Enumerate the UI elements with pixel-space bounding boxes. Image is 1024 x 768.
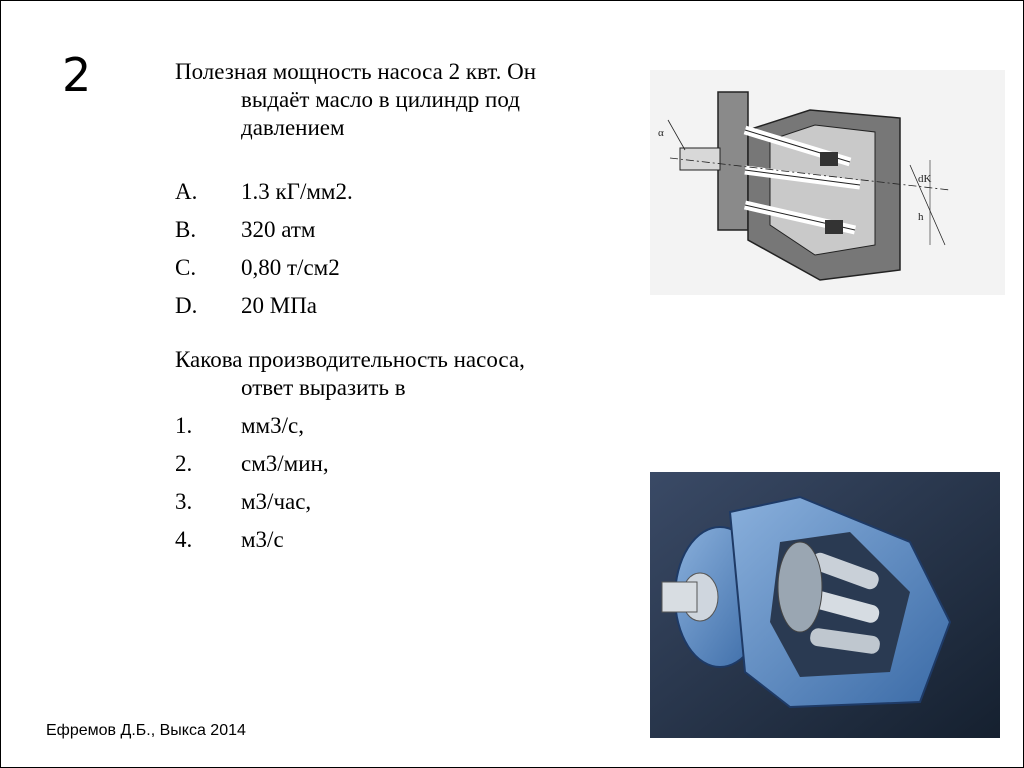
unit-marker: 3. (175, 489, 193, 514)
unit-options (175, 412, 635, 554)
option-b (175, 216, 635, 244)
option-text: 0,80 т/см2 (241, 255, 340, 280)
question-2 (175, 346, 635, 402)
question-1-line-1: Полезная мощность насоса 2 квт. Он (175, 59, 537, 84)
option-marker: A. (175, 179, 198, 204)
pump-section-diagram (650, 70, 1005, 295)
unit-marker: 1. (175, 413, 193, 438)
h-label: h (918, 211, 924, 223)
question-1-line-3: давлением (241, 115, 345, 140)
dk-label: dK (918, 173, 932, 185)
unit-text: см3/мин, (241, 451, 329, 476)
unit-3 (175, 488, 635, 516)
option-text: 1.3 кГ/мм2. (241, 179, 353, 204)
option-c (175, 254, 635, 282)
unit-text: м3/час, (241, 489, 312, 514)
option-marker: B. (175, 217, 197, 242)
unit-marker: 2. (175, 451, 193, 476)
slide-body (175, 58, 635, 554)
unit-text: м3/с (241, 527, 284, 552)
question-2-line-2: ответ выразить в (241, 375, 406, 400)
option-a (175, 178, 635, 206)
question-1 (175, 58, 635, 142)
option-text: 20 МПа (241, 293, 318, 318)
question-1-line-2: выдаёт масло в цилиндр под (241, 87, 520, 112)
slide-number: 2 (62, 48, 92, 102)
option-d (175, 292, 635, 320)
unit-2 (175, 450, 635, 478)
answer-options (175, 178, 635, 320)
unit-4 (175, 526, 635, 554)
pump-photo (650, 472, 1000, 738)
unit-marker: 4. (175, 527, 193, 552)
footer-author: Ефремов Д.Б., Выкса 2014 (46, 722, 246, 739)
question-2-line-1: Какова производительность насоса, (175, 347, 525, 372)
option-marker: C. (175, 255, 197, 280)
unit-1 (175, 412, 635, 440)
unit-text: мм3/с, (241, 413, 304, 438)
alpha-label: α (658, 127, 664, 139)
option-marker: D. (175, 293, 198, 318)
option-text: 320 атм (241, 217, 316, 242)
